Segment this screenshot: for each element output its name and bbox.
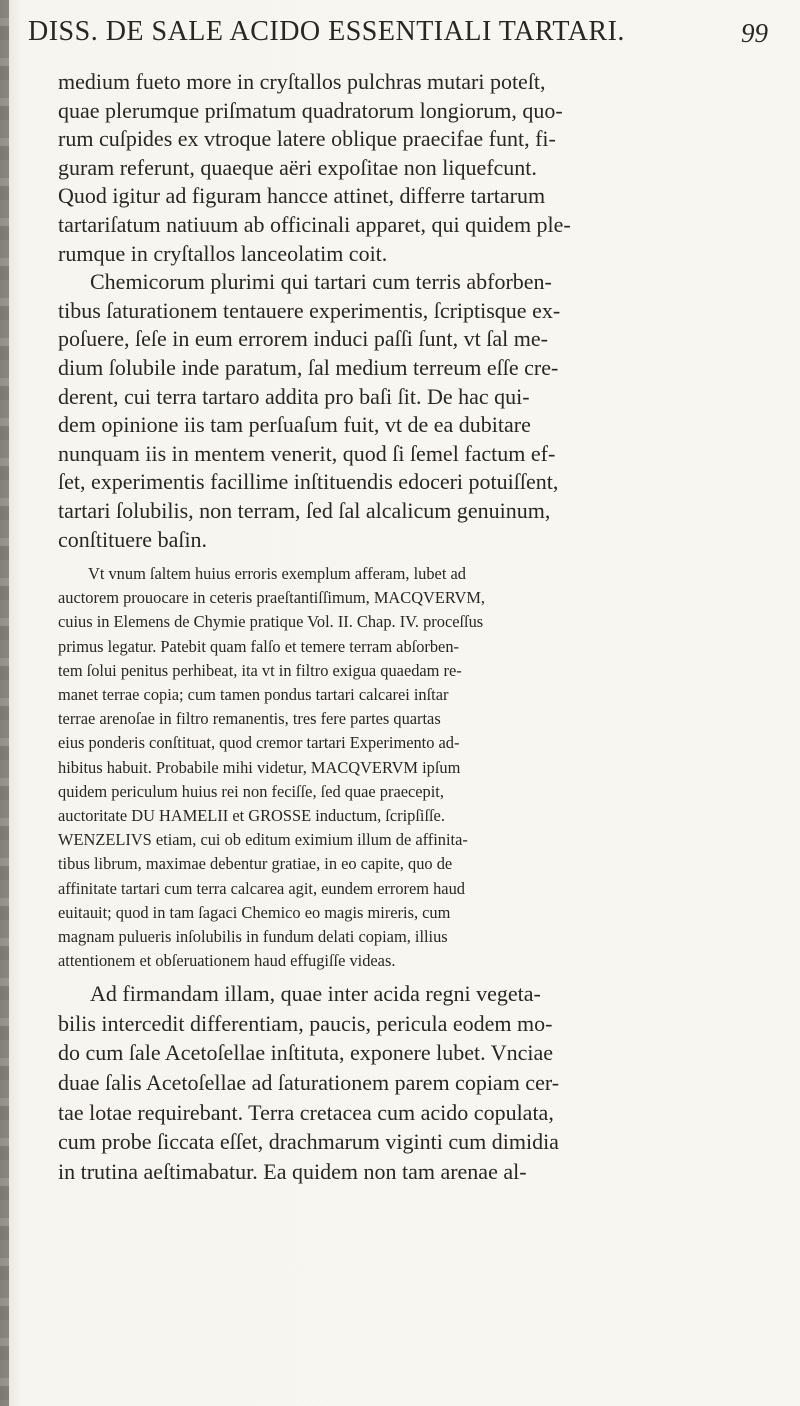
footnote-line: hibitus habuit. Probabile mihi videtur, MACQVERVM ipſum (58, 757, 461, 777)
page-number: 99 (741, 18, 768, 48)
text-line: duae ſalis Acetoſellae ad ſaturationem parem copiam cer- (58, 1070, 560, 1096)
footnote-line: attentionem et obſeruationem haud effugiſſe videas. (58, 951, 396, 971)
paragraph-3 (58, 979, 758, 1186)
text-line: Chemicorum plurimi qui tartari cum terris abforben- (90, 269, 552, 295)
footnote-line: tibus librum, maximae debentur gratiae, in eo capite, quo de (58, 854, 453, 874)
footnote-line: auctorem prouocare in ceteris praeſtantiſſimum, MACQVERVM, (58, 588, 486, 608)
text-line: tae lotae requirebant. Terra cretacea cum acido copulata, (58, 1099, 554, 1125)
text-line: derent, cui terra tartaro addita pro baſi ſit. De hac qui- (58, 383, 530, 409)
paragraph-2 (58, 268, 758, 554)
text-line: rumque in cryſtallos lanceolatim coit. (58, 240, 388, 266)
text-line: rum cuſpides ex vtroque latere oblique praecifae funt, fi- (58, 126, 556, 152)
footnote-line: Vt vnum ſaltem huius erroris exemplum afferam, lubet ad (88, 564, 466, 584)
book-spine (0, 0, 9, 1406)
footnote-line: primus legatur. Patebit quam falſo et temere terram abſorben- (58, 636, 459, 656)
text-line: tartari ſolubilis, non terram, ſed ſal alcalicum genuinum, (58, 497, 551, 523)
footnote-line: tem ſolui penitus perhibeat, ita vt in filtro exigua quaedam re- (58, 660, 462, 680)
footnote-line: auctoritate DU HAMELII et GROSSE inductum, ſcripſiſſe. (58, 805, 445, 825)
footnote (58, 562, 758, 973)
page-header (28, 12, 768, 56)
footnote-line: cuius in Elemens de Chymie pratique Vol. II. Chap. IV. proceſſus (58, 612, 484, 632)
text-line: in trutina aeſtimabatur. Ea quidem non tam arenae al- (58, 1158, 527, 1184)
text-line: Ad firmandam illam, quae inter acida regni vegeta- (90, 981, 541, 1007)
footnote-line: euitauit; quod in tam ſagaci Chemico eo magis mireris, cum (58, 902, 451, 922)
text-line: Quod igitur ad figuram hancce attinet, differre tartarum (58, 183, 546, 209)
text-line: dem opinione iis tam perſuaſum fuit, vt de ea dubitare (58, 412, 531, 438)
text-line: quae plerumque priſmatum quadratorum longiorum, quo- (58, 97, 563, 123)
text-line: nunquam iis in mentem venerit, quod ſi ſemel factum ef- (58, 440, 556, 466)
footnote-line: eius ponderis conſtituat, quod cremor tartari Experimento ad- (58, 733, 460, 753)
paragraph-1 (58, 68, 758, 268)
footnote-line: WENZELIVS etiam, cui ob editum eximium illum de affinita- (58, 830, 468, 850)
text-line: conſtituere baſin. (58, 526, 208, 552)
text-line: poſuere, ſeſe in eum errorem induci paſſi ſunt, vt ſal me- (58, 326, 548, 352)
running-title: DISS. DE SALE ACIDO ESSENTIALI TARTARI. (28, 16, 625, 47)
footnote-line: terrae arenoſae in filtro remanentis, tres fere partes quartas (58, 709, 441, 729)
footnote-line: quidem periculum huius rei non feciſſe, ſed quae praecepit, (58, 781, 444, 801)
text-line: do cum ſale Acetoſellae inſtituta, exponere lubet. Vnciae (58, 1040, 554, 1066)
text-line: ſet, experimentis facillime inſtituendis edoceri potuiſſent, (58, 469, 559, 495)
footnote-line: magnam pulueris inſolubilis in fundum delati copiam, illius (58, 926, 448, 946)
body-text (58, 68, 758, 1186)
text-line: tibus ſaturationem tentauere experimentis, ſcriptisque ex- (58, 297, 561, 323)
text-line: medium fueto more in cryſtallos pulchras mutari poteſt, (58, 69, 546, 94)
footnote-line: affinitate tartari cum terra calcarea agit, eundem errorem haud (58, 878, 465, 898)
footnote-line: manet terrae copia; cum tamen pondus tartari calcarei inſtar (58, 685, 449, 705)
text-line: cum probe ſiccata eſſet, drachmarum viginti cum dimidia (58, 1129, 559, 1155)
text-line: dium ſolubile inde paratum, ſal medium terreum eſſe cre- (58, 354, 559, 380)
text-line: tartariſatum natiuum ab officinali apparet, qui quidem ple- (58, 211, 571, 237)
text-line: guram referunt, quaeque aëri expoſitae non liquefcunt. (58, 154, 537, 180)
text-line: bilis intercedit differentiam, paucis, pericula eodem mo- (58, 1010, 553, 1036)
